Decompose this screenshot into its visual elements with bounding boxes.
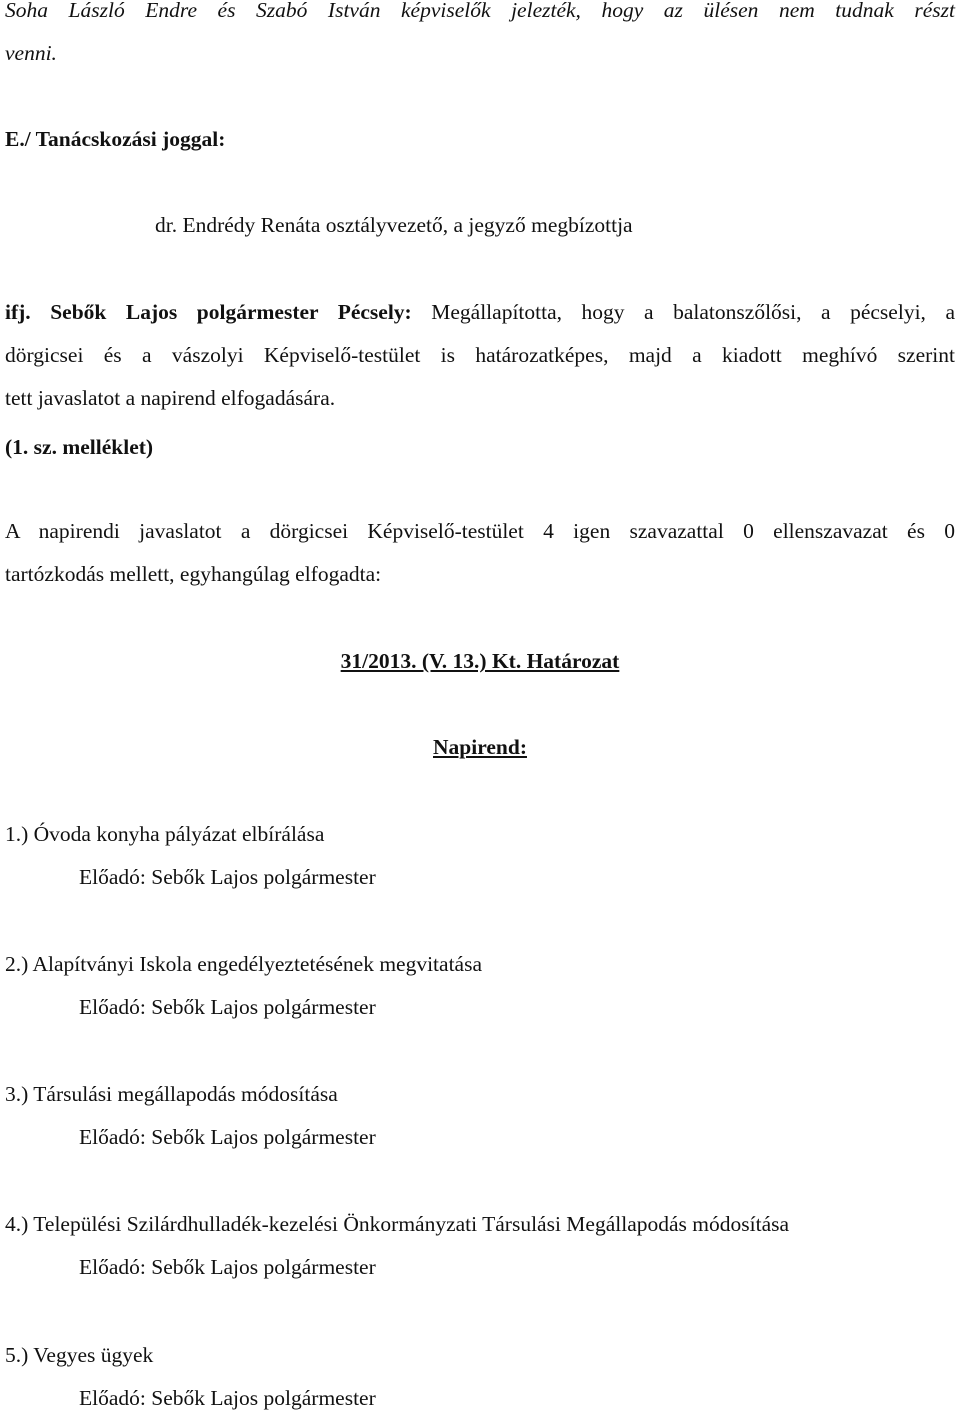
mayor-statement-text: Megállapította, hogy a balatonszőlősi, a pécselyi, a: [431, 300, 955, 324]
agenda-presenter: Előadó: Sebők Lajos polgármester: [79, 995, 376, 1019]
resolution-title: 31/2013. (V. 13.) Kt. Határozat: [340, 649, 620, 673]
agenda-presenter: Előadó: Sebők Lajos polgármester: [79, 1125, 376, 1149]
agenda-heading: Napirend:: [433, 735, 527, 759]
agenda-item: 2.) Alapítványi Iskola engedélyeztetésének megvitatása: [5, 952, 482, 976]
mayor-statement-line-2: dörgicsei és a vászolyi Képviselő-testület is határozatképes, majd a kiadott meghívó szerint: [5, 343, 955, 367]
agenda-presenter: Előadó: Sebők Lajos polgármester: [79, 1255, 376, 1279]
agenda-item: 4.) Települési Szilárdhulladék-kezelési Önkormányzati Társulási Megállapodás módosítása: [5, 1212, 790, 1236]
mayor-statement-line-3: tett javaslatot a napirend elfogadására.: [5, 386, 336, 410]
attachment-reference: (1. sz. melléklet): [5, 435, 154, 459]
vote-line-2: tartózkodás mellett, egyhangúlag elfogadta:: [5, 562, 382, 586]
mayor-statement-line-1: [5, 302, 955, 324]
agenda-presenter: Előadó: Sebők Lajos polgármester: [79, 1386, 376, 1410]
speaker-name: ifj. Sebők Lajos polgármester Pécsely:: [5, 300, 412, 324]
agenda-item: 1.) Óvoda konyha pályázat elbírálása: [5, 822, 325, 846]
agenda-item: 3.) Társulási megállapodás módosítása: [5, 1082, 338, 1106]
advisory-heading: E./ Tanácskozási joggal:: [5, 127, 226, 151]
agenda-presenter: Előadó: Sebők Lajos polgármester: [79, 865, 376, 889]
vote-line-1: A napirendi javaslatot a dörgicsei Képviselő-testület 4 igen szavazattal 0 ellenszavazat és 0: [5, 519, 955, 543]
absent-note-line-2: venni.: [5, 41, 57, 65]
advisory-person: dr. Endrédy Renáta osztályvezető, a jegyző megbízottja: [155, 213, 633, 237]
absent-note-line-1: Soha László Endre és Szabó István képviselők jelezték, hogy az ülésen nem tudnak részt: [5, 0, 955, 22]
agenda-item: 5.) Vegyes ügyek: [5, 1343, 154, 1367]
